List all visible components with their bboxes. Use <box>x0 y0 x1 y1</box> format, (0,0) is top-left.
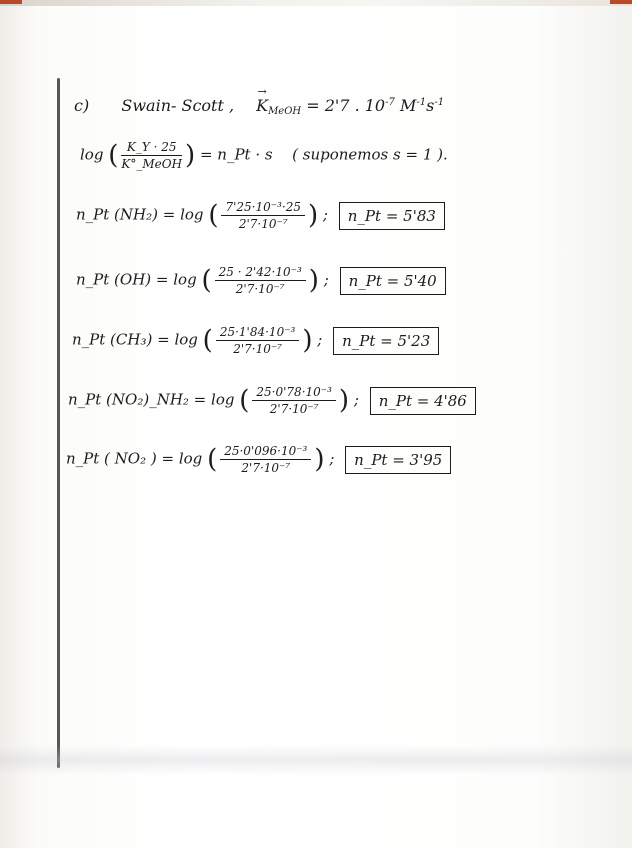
equation-numerator: K_Y · 25 <box>121 140 182 156</box>
paren-close: ) <box>185 140 196 171</box>
row-no2-nh2 <box>68 385 476 416</box>
paren-close: ) <box>307 200 319 231</box>
result-box: n_Pt = 3'95 <box>345 446 451 474</box>
row-numerator: 25·1'84·10⁻³ <box>216 325 300 341</box>
page-top-edge <box>0 0 632 6</box>
row-lhs: n_Pt (OH) = <box>76 270 169 289</box>
row-denominator: 2'7·10⁻⁷ <box>233 342 282 356</box>
result-box: n_Pt = 4'86 <box>370 387 476 415</box>
row-log: log <box>178 449 203 468</box>
paren-close: ) <box>302 325 313 356</box>
paren-open: ( <box>108 140 119 171</box>
equation-note: ( suponemos s = 1 ). <box>292 145 448 164</box>
row-fraction <box>252 385 336 416</box>
page-shadow <box>0 745 632 775</box>
row-numerator: 25 · 2'42·10⁻³ <box>215 265 306 281</box>
result-box: n_Pt = 5'83 <box>339 202 445 230</box>
row-separator: ; <box>323 270 329 289</box>
method-name: Swain- Scott <box>121 96 224 115</box>
general-equation <box>80 140 448 171</box>
row-lhs: n_Pt (CH₃) = <box>72 330 170 349</box>
paren-open: ( <box>207 444 218 475</box>
row-separator: ; <box>322 205 328 224</box>
equation-rhs: = n_Pt · s <box>199 145 273 164</box>
row-lhs: n_Pt ( NO₂ ) = <box>66 449 175 468</box>
row-log: log <box>211 390 235 409</box>
paren-open: ( <box>202 325 213 356</box>
log-label: log <box>80 145 104 164</box>
k-units: M <box>399 96 417 115</box>
row-fraction <box>215 265 306 296</box>
row-numerator: 7'25·10⁻³·25 <box>221 200 305 216</box>
section-label: c) <box>74 96 90 115</box>
equation-fraction <box>121 140 182 171</box>
paren-close: ) <box>338 385 350 416</box>
row-ch3 <box>72 325 439 356</box>
paren-close: ) <box>314 444 325 475</box>
equation-denominator: K°_MeOH <box>121 157 183 171</box>
row-numerator: 25·0'096·10⁻³ <box>220 444 311 460</box>
k-value: = 2'7 . 10 <box>306 96 386 115</box>
paren-open: ( <box>208 200 219 231</box>
k-units-s-exponent: -1 <box>434 97 445 108</box>
row-oh <box>76 265 446 296</box>
row-lhs: n_Pt (NH₂) = <box>76 205 176 224</box>
row-separator: ; <box>329 449 335 468</box>
k-units-exponent: -1 <box>416 97 427 108</box>
margin-line <box>57 78 60 768</box>
paren-close: ) <box>308 265 319 296</box>
corner-mark-left <box>0 0 22 4</box>
row-lhs: n_Pt (NO₂)_NH₂ = <box>68 390 207 409</box>
paren-open: ( <box>201 265 212 296</box>
row-denominator: 2'7·10⁻⁷ <box>241 461 291 475</box>
corner-mark-right <box>610 0 632 4</box>
row-log: log <box>173 270 197 289</box>
row-fraction <box>216 325 300 356</box>
result-box: n_Pt = 5'23 <box>333 327 439 355</box>
row-separator: ; <box>317 330 323 349</box>
row-no2 <box>66 444 451 475</box>
header-line: c) Swain- Scott , → $K_{MeOH} = 2'7$ . $10^{-7}$ $M^{-1}s^{-1}$ <box>74 96 444 117</box>
result-box: n_Pt = 5'40 <box>340 267 446 295</box>
row-log: log <box>180 205 204 224</box>
row-denominator: 2'7·10⁻⁷ <box>235 282 285 296</box>
row-separator: ; <box>353 390 359 409</box>
row-log: log <box>174 330 198 349</box>
row-nh2 <box>76 200 445 231</box>
k-symbol: → K <box>256 96 268 115</box>
k-subscript: MeOH <box>268 106 302 117</box>
row-denominator: 2'7·10⁻⁷ <box>238 217 288 231</box>
k-units-s: s <box>426 96 435 115</box>
k-exponent: -7 <box>385 97 395 108</box>
row-fraction <box>221 200 305 231</box>
row-denominator: 2'7·10⁻⁷ <box>269 402 319 416</box>
paren-open: ( <box>239 385 250 416</box>
row-fraction <box>220 444 311 475</box>
row-numerator: 25·0'78·10⁻³ <box>252 385 336 401</box>
